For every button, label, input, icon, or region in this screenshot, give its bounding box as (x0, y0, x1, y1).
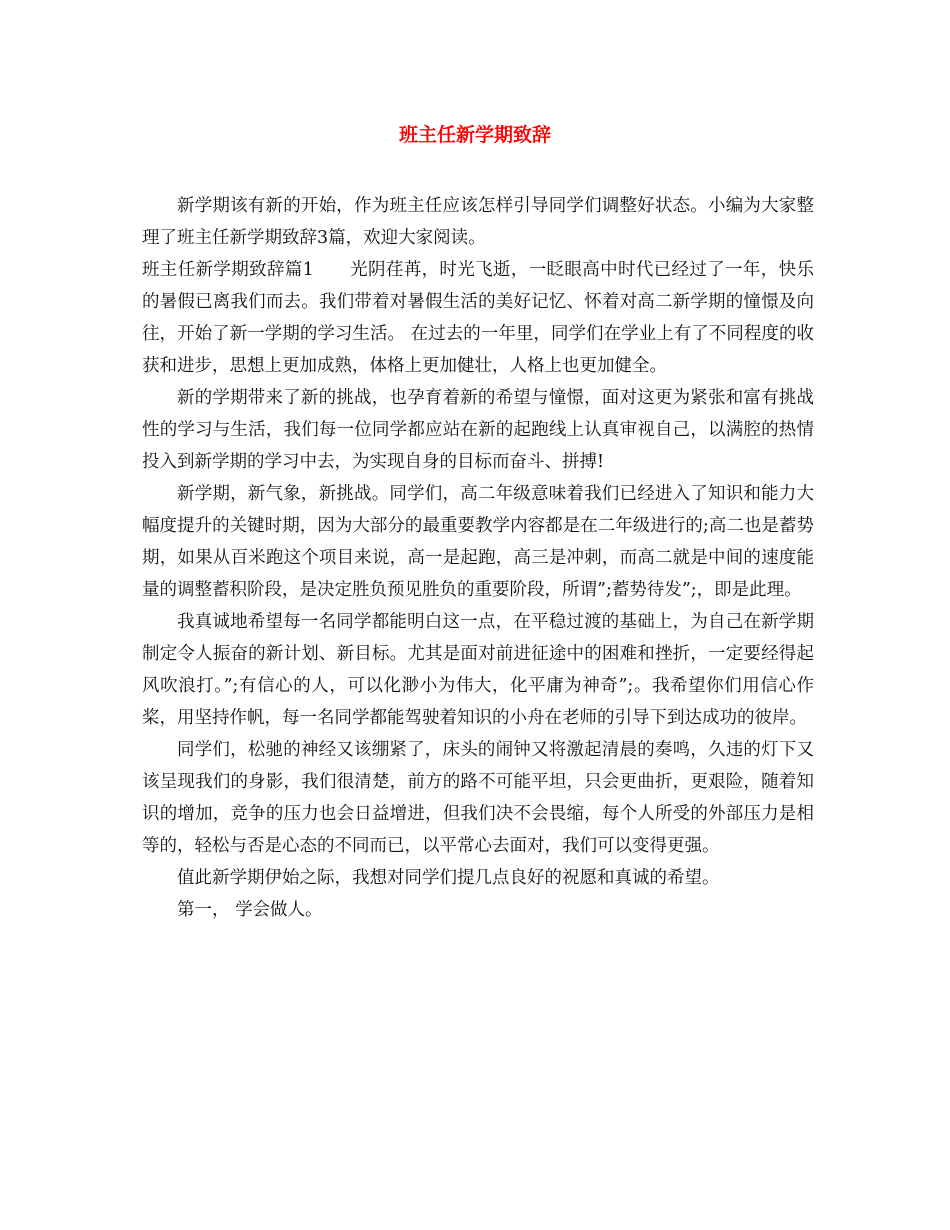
paragraph-classmates: 同学们，松驰的神经又该绷紧了，床头的闹钟又将激起清晨的奏鸣，久违的灯下又该呈现我们的身影，我们很清楚，前方的路不可能平坦，只会更曲折，更艰险，随着知识的增加，竞争的压力也会日益增进，但我们决不会畏缩，每个人所受的外部压力是相等的，轻松与否是心态的不同而已，以平常心去面对，我们可以变得更强。 (142, 740, 814, 856)
paragraph-section-1 (142, 254, 814, 382)
paragraph-wishes: 值此新学期伊始之际，我想对同学们提几点良好的祝愿和真诚的希望。 (177, 868, 720, 888)
paragraph-intro: 新学期该有新的开始，作为班主任应该怎样引导同学们调整好状态。小编为大家整理了班主任新学期致辞3篇，欢迎大家阅读。 (142, 196, 814, 248)
document-title: 班主任新学期致辞 (398, 124, 551, 146)
paragraph-new-challenge: 新的学期带来了新的挑战，也孕育着新的希望与憧憬，面对这更为紧张和富有挑战性的学习与生活，我们每一位同学都应站在新的起跑线上认真审视自己，以满腔的热情投入到新学期的学习中去，为实现自身的目标而奋斗、拼搏! (142, 388, 814, 472)
section-1-heading: 班主任新学期致辞篇1 (142, 260, 314, 280)
paragraph-sincere-hope: 我真诚地希望每一名同学都能明白这一点，在平稳过渡的基础上，为自己在新学期制定令人振奋的新计划、新目标。尤其是面对前进征途中的困难和挫折，一定要经得起风吹浪打。”;有信心的人，可以化渺小为伟大，化平庸为神奇”;。我希望你们用信心作桨，用坚持作帆，每一名同学都能驾驶着知识的小舟在老师的引导下到达成功的彼岸。 (142, 612, 814, 728)
document-body (142, 190, 814, 926)
section-1-text: 光阴荏苒，时光飞逝，一眨眼高中时代已经过了一年，快乐的暑假已离我们而去。我们带着对暑假生活的美好记忆、怀着对高二新学期的憧憬及向往，开始了新一学期的学习生活。 在过去的一年里，同学们在学业上有了不同程度的收获和进步，思想上更加成熟，体格上更加健壮，人格上也更加健全。 (142, 260, 814, 376)
paragraph-new-semester: 新学期，新气象，新挑战。同学们，高二年级意味着我们已经进入了知识和能力大幅度提升的关键时期，因为大部分的最重要教学内容都是在二年级进行的;高二也是蓄势期，如果从百米跑这个项目来说，高一是起跑，高三是冲刺，而高二就是中间的速度能量的调整蓄积阶段，是决定胜负预见胜负的重要阶段，所谓”;蓄势待发”;，即是此理。 (142, 484, 814, 600)
paragraph-first-point: 第一， 学会做人。 (177, 900, 323, 920)
